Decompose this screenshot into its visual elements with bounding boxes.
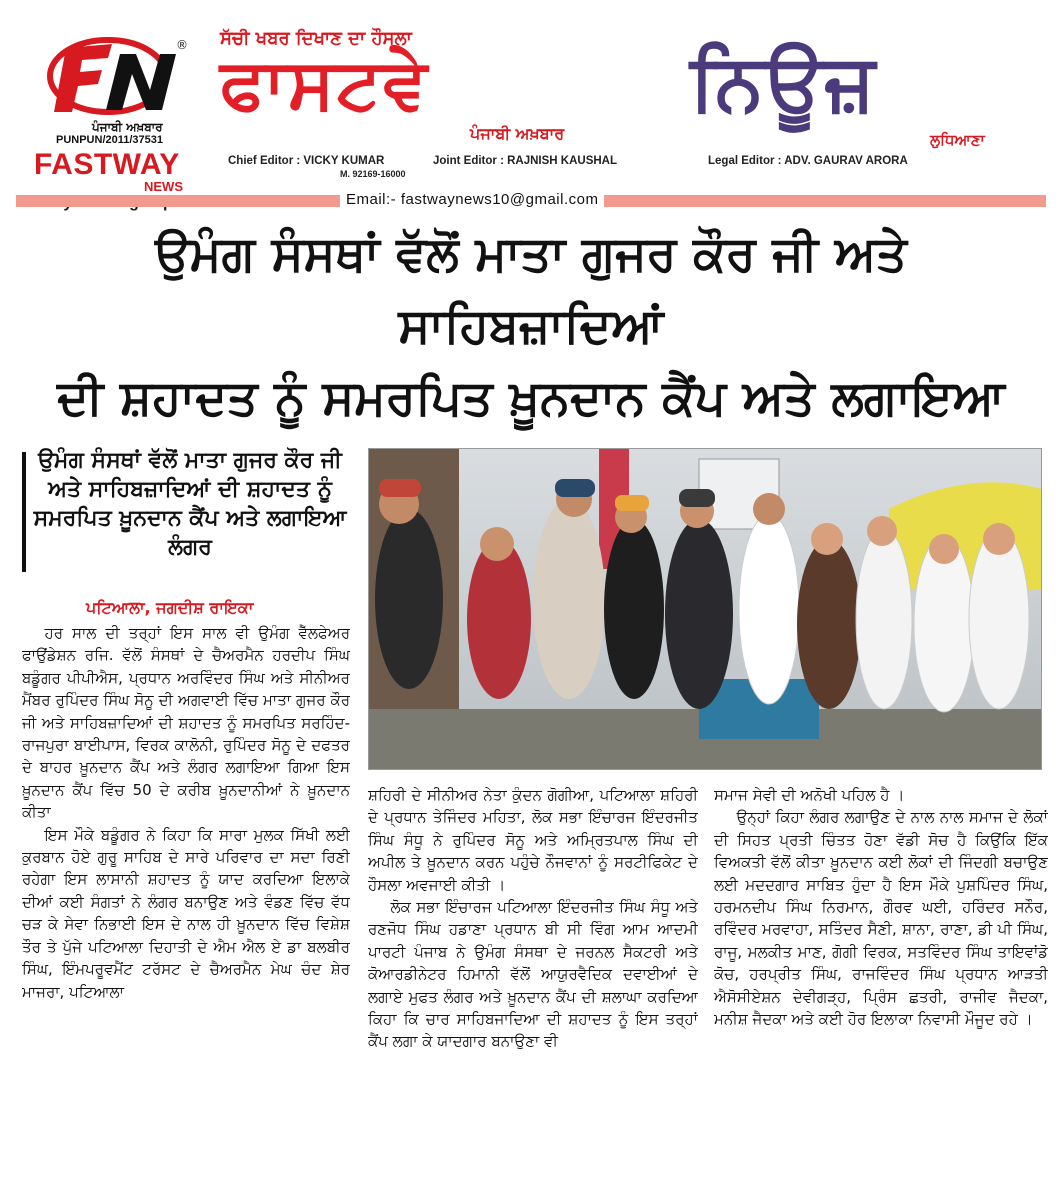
contact-email: Email:- fastwaynews10@gmail.com [340, 191, 604, 208]
edition-city: ਲੁਧਿਆਣਾ [930, 131, 985, 149]
headline-line-1: ਉਮੰਗ ਸੰਸਥਾਂ ਵੱਲੋਂ ਮਾਤਾ ਗੁਜਰ ਕੌਰ ਜੀ ਅਤੇ ਸਾਹਿਬਜ਼ਾਦਿਆਂ [155, 226, 907, 354]
article-deck: ਉਮੰਗ ਸੰਸਥਾਂ ਵੱਲੋਂ ਮਾਤਾ ਗੁਜਰ ਕੌਰ ਜੀ ਅਤੇ ਸਾਹਿਬਜ਼ਾਦਿਆਂ ਦੀ ਸ਼ਹਾਦਤ ਨੂੰ ਸਮਰਪਿਤ ਖ਼ੂਨਦਾਨ ਕੈਂਪ ਅਤੇ ਲਗਾਇਆ ਲੰਗਰ [33, 448, 347, 560]
joint-editor: Joint Editor : RAJNISH KAUSHAL [433, 155, 617, 167]
masthead-title-right: ਨਿਊਜ਼ [690, 38, 878, 128]
legal-editor: Legal Editor : ADV. GAURAV ARORA [708, 155, 908, 167]
group-photo-image-icon [369, 449, 1041, 769]
chief-editor-mobile: M. 92169-16000 [340, 169, 406, 179]
event-photo [368, 448, 1042, 770]
article-paragraph: ਲੋਕ ਸਭਾ ਇੰਚਾਰਜ ਪਟਿਆਲਾ ਇੰਦਰਜੀਤ ਸਿੰਘ ਸੰਧੂ ਅਤੇ ਰਣਜੋਧ ਸਿੰਘ ਹਡਾਣਾ ਪ੍ਰਧਾਨ ਬੀ ਸੀ ਵਿੰਗ ਆਮ ਆਦਮੀ ਪਾਰਟੀ ਪੰਜਾਬ ਨੇ ਉਮੰਗ ਸੰਸਥਾ ਦੇ ਜਰਨਲ ਸੈਕਟਰੀ ਅਤੇ ਕੋਆਰਡੀਨੇਟਰ ਹਿਮਾਨੀ ਵੱਲੋਂ ਆਯੁਰਵੈਦਿਕ ਦਵਾਈਆਂ ਦੇ ਲਗਾਏ ਮੁਫਤ ਲੰਗਰ ਅਤੇ ਖ਼ੂਨਦਾਨ ਕੈਂਪ ਦੀ ਸ਼ਲਾਘਾ ਕਰਦਿਆ ਕਿਹਾ ਕਿ ਚਾਰ ਸਾਹਿਬਜਾਦਿਆ ਦੀ ਸ਼ਹਾਦਤ ਨੂੰ ਇਸ ਤਰ੍ਹਾਂ ਕੈਂਪ ਲਗਾ ਕੇ ਯਾਦਗਾਰ ਬਨਾਉਣਾ ਵੀ [368, 898, 698, 1051]
fn-logo-mark-icon [46, 30, 196, 116]
main-headline [20, 218, 1042, 434]
article-paragraph: ਉਨ੍ਹਾਂ ਕਿਹਾ ਲੰਗਰ ਲਗਾਉਣ ਦੇ ਨਾਲ ਨਾਲ ਸਮਾਜ ਦੇ ਲੋਕਾਂ ਦੀ ਸਿਹਤ ਪ੍ਰਤੀ ਚਿੰਤਤ ਹੋਣਾ ਵੱਡੀ ਸੋਚ ਹੈ ਕਿਉਂਕਿ ਇੱਕ ਵਿਅਕਤੀ ਵੱਲੋਂ ਕੀਤਾ ਖ਼ੂਨਦਾਨ ਕਈ ਲੋਕਾਂ ਦੀ ਜਿੰਦਗੀ ਬਚਾਉਣ ਲਈ ਮਦਦਗਾਰ ਸਾਬਿਤ ਹੁੰਦਾ ਹੈ ਇਸ ਮੌਕੇ ਪੁਸ਼ਪਿੰਦਰ ਸਿੰਘ, ਹਰਮਨਦੀਪ ਸਿੰਘ ਨਿਰਮਾਨ, ਗੌਰਵ ਘਈ, ਹਰਿੰਦਰ ਸਨੌਰ, ਰਵਿੰਦਰ ਮਰਵਾਹਾ, ਸਤਿੰਦਰ ਸੈਣੀ, ਸ਼ਾਨਾ, ਰਾਣਾ, ਡੀ ਪੀ ਸਿੰਘ, ਰਾਜੂ, ਮਲਕੀਤ ਮਾਣ, ਗੋਗੀ ਵਿਰਕ, ਸਤਵਿੰਦਰ ਸਿੰਘ ਤਾਇਵਾਂਡੋ ਕੋਚ, ਹਰਪ੍ਰੀਤ ਸਿੰਘ, ਰਾਜਵਿੰਦਰ ਸਿੰਘ ਪ੍ਰਧਾਨ ਆੜਤੀ ਐਸੋਸੀਏਸ਼ਨ ਦੇਵੀਗੜ੍ਹ, ਪ੍ਰਿੰਸ ਛਤਰੀ, ਰਾਜੀਵ ਜੈਦਕਾ, ਮਨੀਸ਼ ਜੈਦਕਾ ਅਤੇ ਕਈ ਹੋਰ ਇਲਾਕਾ ਨਿਵਾਸੀ ਮੌਜੂਦ ਰਹੇ । [714, 808, 1048, 1029]
article-column-3 [714, 784, 1048, 1184]
article-paragraph: ਇਸ ਮੌਕੇ ਬਡੂੰਗਰ ਨੇ ਕਿਹਾ ਕਿ ਸਾਰਾ ਮੁਲਕ ਸਿੱਖੀ ਲਈ ਕੁਰਬਾਨ ਹੋਏ ਗੁਰੂ ਸਾਹਿਬ ਦੇ ਸਾਰੇ ਪਰਿਵਾਰ ਦਾ ਸਦਾ ਰਿਣੀ ਰਹੇਗਾ ਇਸ ਲਾਸਾਨੀ ਸ਼ਹਾਦਤ ਨੂੰ ਯਾਦ ਕਰਦਿਆ ਇਲਾਕੇ ਦੀਆਂ ਕਈ ਸੰਗਤਾਂ ਨੇ ਲੰਗਰ ਬਨਾਉਣ ਅਤੇ ਵੰਡਣ ਵਿੱਚ ਵੱਧ ਚੜ ਕੇ ਸੇਵਾ ਨਿਭਾਈ ਇਸ ਦੇ ਨਾਲ ਹੀ ਖ਼ੂਨਦਾਨ ਵਿੱਚ ਵਿਸ਼ੇਸ਼ ਤੌਰ ਤੇ ਪੁੱਜੇ ਪਟਿਆਲਾ ਦਿਹਾਤੀ ਦੇ ਐਮ ਐਲ ਏ ਡਾ ਬਲਬੀਰ ਸਿੰਘ, ਇੰਮਪਰੂਵਮੈਂਟ ਟਰੱਸਟ ਦੇ ਚੈਅਰਮੈਨ ਮੇਘ ਚੰਦ ਸ਼ੇਰ ਮਾਜਰਾ, ਪਟਿਆਲਾ [22, 825, 350, 1001]
article-column-1 [22, 622, 350, 1182]
article-paragraph: ਸ਼ਹਿਰੀ ਦੇ ਸੀਨੀਅਰ ਨੇਤਾ ਕੁੰਦਨ ਗੋਗੀਆ, ਪਟਿਆਲਾ ਸ਼ਹਿਰੀ ਦੇ ਪ੍ਰਧਾਨ ਤੇਜਿੰਦਰ ਮਹਿਤਾ, ਲੋਕ ਸਭਾ ਇੰਚਾਰਜ ਇੰਦਰਜੀਤ ਸਿੰਘ ਸੰਧੂ ਨੇ ਰੁਪਿੰਦਰ ਸੋਨੂ ਅਤੇ ਅਮ੍ਰਿਤਪਾਲ ਸਿੰਘ ਦੀ ਅਪੀਲ ਤੇ ਖ਼ੂਨਦਾਨ ਕਰਨ ਪਹੁੰਚੇ ਨੌਜਵਾਨਾਂ ਨੂੰ ਸਰਟੀਫਿਕੇਟ ਦੇ ਹੌਸਲਾ ਅਵਜਾਈ ਕੀਤੀ । [368, 786, 698, 894]
article-column-2 [368, 784, 698, 1184]
brand-sub: NEWS [144, 179, 183, 194]
article-dateline: ਪਟਿਆਲਾ, ਜਗਦੀਸ਼ ਰਾਇਕਾ [86, 598, 254, 617]
masthead-tagline: ਸੱਚੀ ਖਬਰ ਦਿਖਾਣ ਦਾ ਹੌਸਲਾ [220, 28, 412, 49]
article-paragraph: ਹਰ ਸਾਲ ਦੀ ਤਰ੍ਹਾਂ ਇਸ ਸਾਲ ਵੀ ਉਮੰਗ ਵੈੱਲਫੇਅਰ ਫਾਉਂਡੇਸ਼ਨ ਰਜਿ. ਵੱਲੋਂ ਸੰਸਥਾਂ ਦੇ ਚੈਅਰਮੈਨ ਹਰਦੀਪ ਸਿੰਘ ਬਡੂੰਗਰ ਪੀਪੀਐਸ, ਪ੍ਰਧਾਨ ਅਰਵਿੰਦਰ ਸਿੰਘ ਅਤੇ ਸੀਨੀਅਰ ਮੈਂਬਰ ਰੁਪਿੰਦਰ ਸਿੰਘ ਸੋਨੂ ਦੀ ਅਗਵਾਈ ਵਿੱਚ ਮਾਤਾ ਗੁਜਰ ਕੌਰ ਜੀ ਅਤੇ ਸਾਹਿਬਜ਼ਾਦਿਆਂ ਦੀ ਸ਼ਹਾਦਤ ਨੂੰ ਸਮਰਪਿਤ ਸਰਹਿੰਦ- ਰਾਜਪੁਰਾ ਬਾਈਪਾਸ, ਵਿਰਕ ਕਾਲੋਨੀ, ਰੁਪਿੰਦਰ ਸੋਨੂ ਦੇ ਦਫਤਰ ਦੇ ਬਾਹਰ ਖ਼ੂਨਦਾਨ ਕੈਂਪ ਅਤੇ ਲੰਗਰ ਲਗਾਇਆ ਗਿਆ ਇਸ ਖ਼ੂਨਦਾਨ ਕੈਂਪ ਵਿੱਚ 50 ਦੇ ਕਰੀਬ ਖ਼ੂਨਦਾਨੀਆਂ ਨੇ ਖ਼ੂਨਦਾਨ ਕੀਤਾ [22, 624, 350, 822]
article-paragraph: ਸਮਾਜ ਸੇਵੀ ਦੀ ਅਨੋਖੀ ਪਹਿਲ ਹੈ । [714, 786, 905, 804]
chief-editor: Chief Editor : VICKY KUMAR [228, 155, 385, 167]
masthead-title-left: ਫਾਸਟਵੇ [220, 43, 430, 125]
masthead-subtitle: ਪੰਜਾਬੀ ਅਖ਼ਬਾਰ [470, 124, 565, 143]
registered-mark: ® [176, 38, 188, 52]
logo-punjabi-label: ਪੰਜਾਬੀ ਅਖ਼ਬਾਰ [92, 120, 163, 134]
headline-line-2: ਦੀ ਸ਼ਹਾਦਤ ਨੂੰ ਸਮਰਪਿਤ ਖ਼ੂਨਦਾਨ ਕੈਂਪ ਅਤੇ ਲਗਾਇਆ [57, 370, 1005, 426]
brand-name: FASTWAY [34, 148, 180, 181]
fastway-logo [34, 30, 210, 200]
registration-number: PUNPUN/2011/37531 [56, 134, 164, 146]
